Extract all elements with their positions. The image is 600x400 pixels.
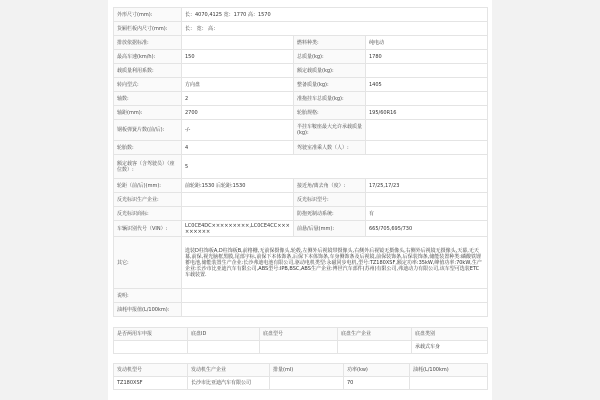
param-label: 反光标识型号: — [294, 193, 366, 207]
param-value — [182, 289, 488, 303]
param-label: 额定载质量(kg): — [294, 64, 366, 78]
param-label: 油耗申报值(L/100km): — [114, 303, 182, 317]
param-label: 转向型式: — [114, 78, 182, 92]
param-value: 1405 — [366, 78, 488, 92]
table-cell: 70 — [344, 377, 410, 390]
param-value: 长：4070,4125 宽：1770 高：1570 — [182, 8, 488, 22]
param-value: 2 — [182, 92, 294, 106]
param-value: 4 — [182, 141, 294, 155]
table-row — [114, 377, 488, 390]
param-label: 最高车速(km/h): — [114, 50, 182, 64]
param-value: 195/60R16 — [366, 106, 488, 120]
engine-table — [113, 363, 488, 390]
param-value: 方向盘 — [182, 78, 294, 92]
column-header: 是否两用车申报 — [114, 328, 188, 341]
table-cell — [114, 341, 188, 354]
param-value: 150 — [182, 50, 294, 64]
param-label: 载质量利用系数: — [114, 64, 182, 78]
param-value — [182, 207, 294, 221]
column-header: 底盘型号 — [260, 328, 338, 341]
param-value: 前轮距:1530 后轮距:1530 — [182, 179, 294, 193]
param-value — [182, 64, 294, 78]
param-row-emission-fuel — [114, 36, 488, 50]
param-row-tires — [114, 141, 488, 155]
column-header: 底盘类别 — [412, 328, 488, 341]
param-value — [366, 141, 488, 155]
param-label: 排放依据标准: — [114, 36, 182, 50]
param-row-load — [114, 64, 488, 78]
param-value — [182, 36, 294, 50]
param-row-cargo-box — [114, 22, 488, 36]
column-header: 底盘ID — [188, 328, 260, 341]
param-row-vin — [114, 221, 488, 237]
param-value: 5 — [182, 155, 488, 179]
vehicle-parameters-table — [113, 7, 488, 317]
param-label: 反光标识生产企业: — [114, 193, 182, 207]
param-value: 1780 — [366, 50, 488, 64]
param-label: 货厢栏板内尺寸(mm): — [114, 22, 182, 36]
param-value: -/- — [182, 120, 294, 141]
param-label: 反光标识商标: — [114, 207, 182, 221]
param-row-reflector-maker — [114, 193, 488, 207]
param-value-other: 选装D柱饰板A,D柱饰板B,前格栅,无前保摄像头,轮毂,左侧外后视镜带摄像头,右侧外后视镜无摄像头,右侧外后视镜无摄像头,天幕,无天幕,前保,视光脑框黑膜,尾部字标,前保下本体饰条,后保下本体饰条,车身侧饰条及后视镜,前保装饰条,后保装饰条,储能装置种类:磷酸铁锂蓄电池,储能装置生产企业:长沙弗迪电池有限公司,驱动电机类型:永磁同步电机,型号:TZ180XSF,额定功率:35kW,峰值功率:70kW,生产企业:长沙市比亚迪汽车有限公司,ABS型号:IPB,BSC,ABS生产企业:博世汽车部件(苏州)有限公司,弗迪动力有限公司,该车型可选装ETC车载装置. — [182, 237, 488, 289]
param-label: 轴数: — [114, 92, 182, 106]
param-value — [366, 64, 488, 78]
param-value — [366, 193, 488, 207]
param-value — [182, 193, 294, 207]
table-cell — [188, 341, 260, 354]
param-row-wheelbase — [114, 106, 488, 120]
column-header: 发动机生产企业 — [188, 364, 270, 377]
table-row — [114, 341, 488, 354]
param-label: 接近角/离去角（度）: — [294, 179, 366, 193]
chassis-header-row — [114, 328, 488, 341]
param-label: 燃料种类: — [294, 36, 366, 50]
param-label: 轴距(mm): — [114, 106, 182, 120]
param-label: 驾驶室准乘人数（人）: — [294, 141, 366, 155]
param-value: LC0CE4DC×××××××××,LC0CE4CC××××××××× — [182, 221, 294, 237]
param-label: 额定载客（含驾驶员）（座位数）: — [114, 155, 182, 179]
column-header: 排量(ml) — [270, 364, 344, 377]
param-value: 纯电动 — [366, 36, 488, 50]
param-label: 前悬/后悬(mm): — [294, 221, 366, 237]
param-row-other — [114, 237, 488, 289]
param-value: 长： 宽： 高： — [182, 22, 488, 36]
param-label: 轮胎规格: — [294, 106, 366, 120]
param-label: 轮距（前/后)(mm): — [114, 179, 182, 193]
param-label: 整备质量(kg): — [294, 78, 366, 92]
param-row-reflector-brand — [114, 207, 488, 221]
param-row-axles — [114, 92, 488, 106]
column-header: 发动机型号 — [114, 364, 188, 377]
param-label: 准拖挂车总质量(kg): — [294, 92, 366, 106]
table-cell — [270, 377, 344, 390]
param-label: 钢板弹簧片数(前/后): — [114, 120, 182, 141]
param-row-springs — [114, 120, 488, 141]
param-value: 2700 — [182, 106, 294, 120]
table-cell: TZ180XSF — [114, 377, 188, 390]
table-cell — [410, 377, 488, 390]
param-label: 轮胎数: — [114, 141, 182, 155]
param-row-fuel-consumption — [114, 303, 488, 317]
column-header: 功率(kw) — [344, 364, 410, 377]
param-label: 防抱死制动系统: — [294, 207, 366, 221]
param-label: 半挂车鞍座最大允许承载质量(kg): — [294, 120, 366, 141]
param-label: 车辆识别代号（VIN）: — [114, 221, 182, 237]
column-header: 油耗(L/100km) — [410, 364, 488, 377]
table-cell: 承载式车身 — [412, 341, 488, 354]
param-row-track — [114, 179, 488, 193]
param-label: 其它: — [114, 237, 182, 289]
vehicle-parameter-page — [108, 0, 492, 400]
param-value: 665/705,695/730 — [366, 221, 488, 237]
param-value: 17/25,17/23 — [366, 179, 488, 193]
column-header: 底盘生产企业 — [338, 328, 412, 341]
param-row-notes — [114, 289, 488, 303]
engine-header-row — [114, 364, 488, 377]
param-value: 有 — [366, 207, 488, 221]
table-cell — [338, 341, 412, 354]
param-label: 说明: — [114, 289, 182, 303]
param-value — [366, 92, 488, 106]
param-row-speed-mass — [114, 50, 488, 64]
table-cell — [260, 341, 338, 354]
param-label: 总质量(kg): — [294, 50, 366, 64]
param-value — [366, 120, 488, 141]
param-label: 外形尺寸(mm): — [114, 8, 182, 22]
param-value — [182, 303, 488, 317]
param-row-steering — [114, 78, 488, 92]
param-row-seats — [114, 155, 488, 179]
param-row-dimensions — [114, 8, 488, 22]
table-cell: 长沙市比亚迪汽车有限公司 — [188, 377, 270, 390]
chassis-table — [113, 327, 488, 354]
